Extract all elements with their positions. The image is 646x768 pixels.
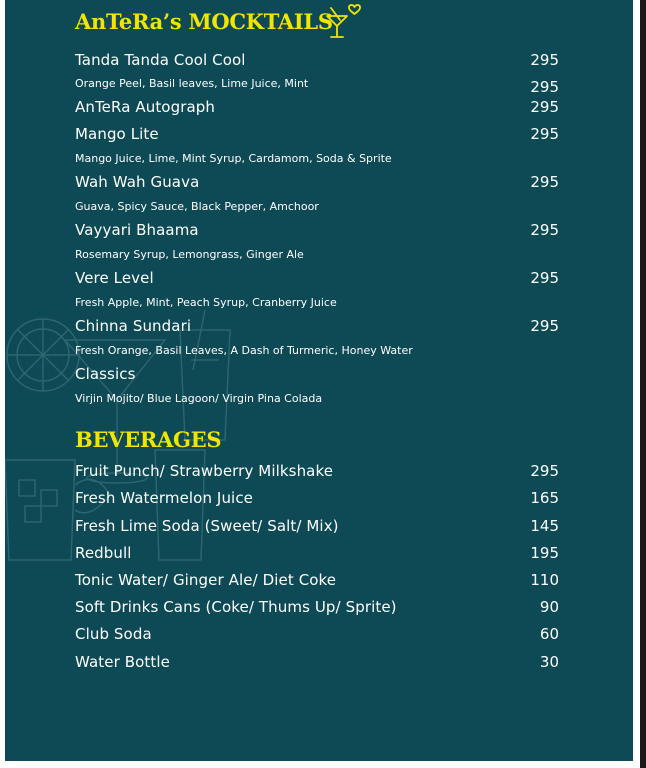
beverage-item-price: 110 (530, 571, 559, 589)
menu-page (5, 0, 633, 761)
beverage-item-name: Soft Drinks Cans (Coke/ Thums Up/ Sprite) (75, 598, 397, 616)
mocktail-item-description: Orange Peel, Basil leaves, Lime Juice, Mint (75, 77, 309, 90)
beverages-heading: BEVERAGES (75, 427, 222, 452)
mocktail-item-description: Fresh Orange, Basil Leaves, A Dash of Turmeric, Honey Water (75, 344, 413, 357)
mocktail-item-name: Vere Level (75, 269, 154, 287)
mocktail-item-price: 295 (530, 317, 559, 335)
mocktail-item-name: Mango Lite (75, 125, 159, 143)
mocktail-item-price: 295 (530, 173, 559, 191)
beverage-item-name: Fresh Watermelon Juice (75, 489, 254, 507)
beverage-item-price: 60 (539, 625, 559, 643)
mocktail-item-description: Mango Juice, Lime, Mint Syrup, Cardamom, Soda & Sprite (75, 152, 392, 165)
mocktail-item-name: Classics (75, 365, 136, 383)
mocktail-item-price: 295 (530, 51, 559, 69)
beverage-item-price: 165 (530, 489, 559, 507)
beverage-item-name: Tonic Water/ Ginger Ale/ Diet Coke (75, 571, 337, 589)
cocktail-glass-heart-icon (325, 3, 365, 41)
mocktail-item-price: 295 (530, 221, 559, 239)
beverage-item-price: 295 (530, 462, 559, 480)
mocktail-item-price: 295 (530, 98, 559, 116)
mocktail-item-description: Fresh Apple, Mint, Peach Syrup, Cranberry Juice (75, 296, 337, 309)
mocktail-item-price: 295 (530, 125, 559, 143)
beverage-item-price: 30 (539, 653, 559, 671)
beverage-item-name: Water Bottle (75, 653, 170, 671)
mocktail-item-name: AnTeRa Autograph (75, 98, 215, 116)
mocktail-item-description: Virjin Mojito/ Blue Lagoon/ Virgin Pina Colada (75, 392, 323, 405)
mocktail-item-name: Chinna Sundari (75, 317, 192, 335)
beverage-item-name: Redbull (75, 544, 132, 562)
beverage-item-price: 195 (530, 544, 559, 562)
mocktail-item-description: Rosemary Syrup, Lemongrass, Ginger Ale (75, 248, 304, 261)
page-edge-border (640, 0, 646, 768)
mocktail-item-name: Wah Wah Guava (75, 173, 200, 191)
mocktail-item-name: Tanda Tanda Cool Cool (75, 51, 246, 69)
beverage-item-name: Fresh Lime Soda (Sweet/ Salt/ Mix) (75, 517, 339, 535)
beverage-item-price: 90 (539, 598, 559, 616)
beverage-item-price: 145 (530, 517, 559, 535)
mocktail-item-price: 295 (530, 269, 559, 287)
beverage-item-name: Fruit Punch/ Strawberry Milkshake (75, 462, 334, 480)
mocktail-item-price: 295 (530, 78, 559, 96)
beverage-item-name: Club Soda (75, 625, 152, 643)
mocktail-item-name: Vayyari Bhaama (75, 221, 199, 239)
mocktail-item-description: Guava, Spicy Sauce, Black Pepper, Amchoor (75, 200, 319, 213)
mocktails-heading: AnTeRa’s MOCKTAILS (75, 9, 333, 34)
